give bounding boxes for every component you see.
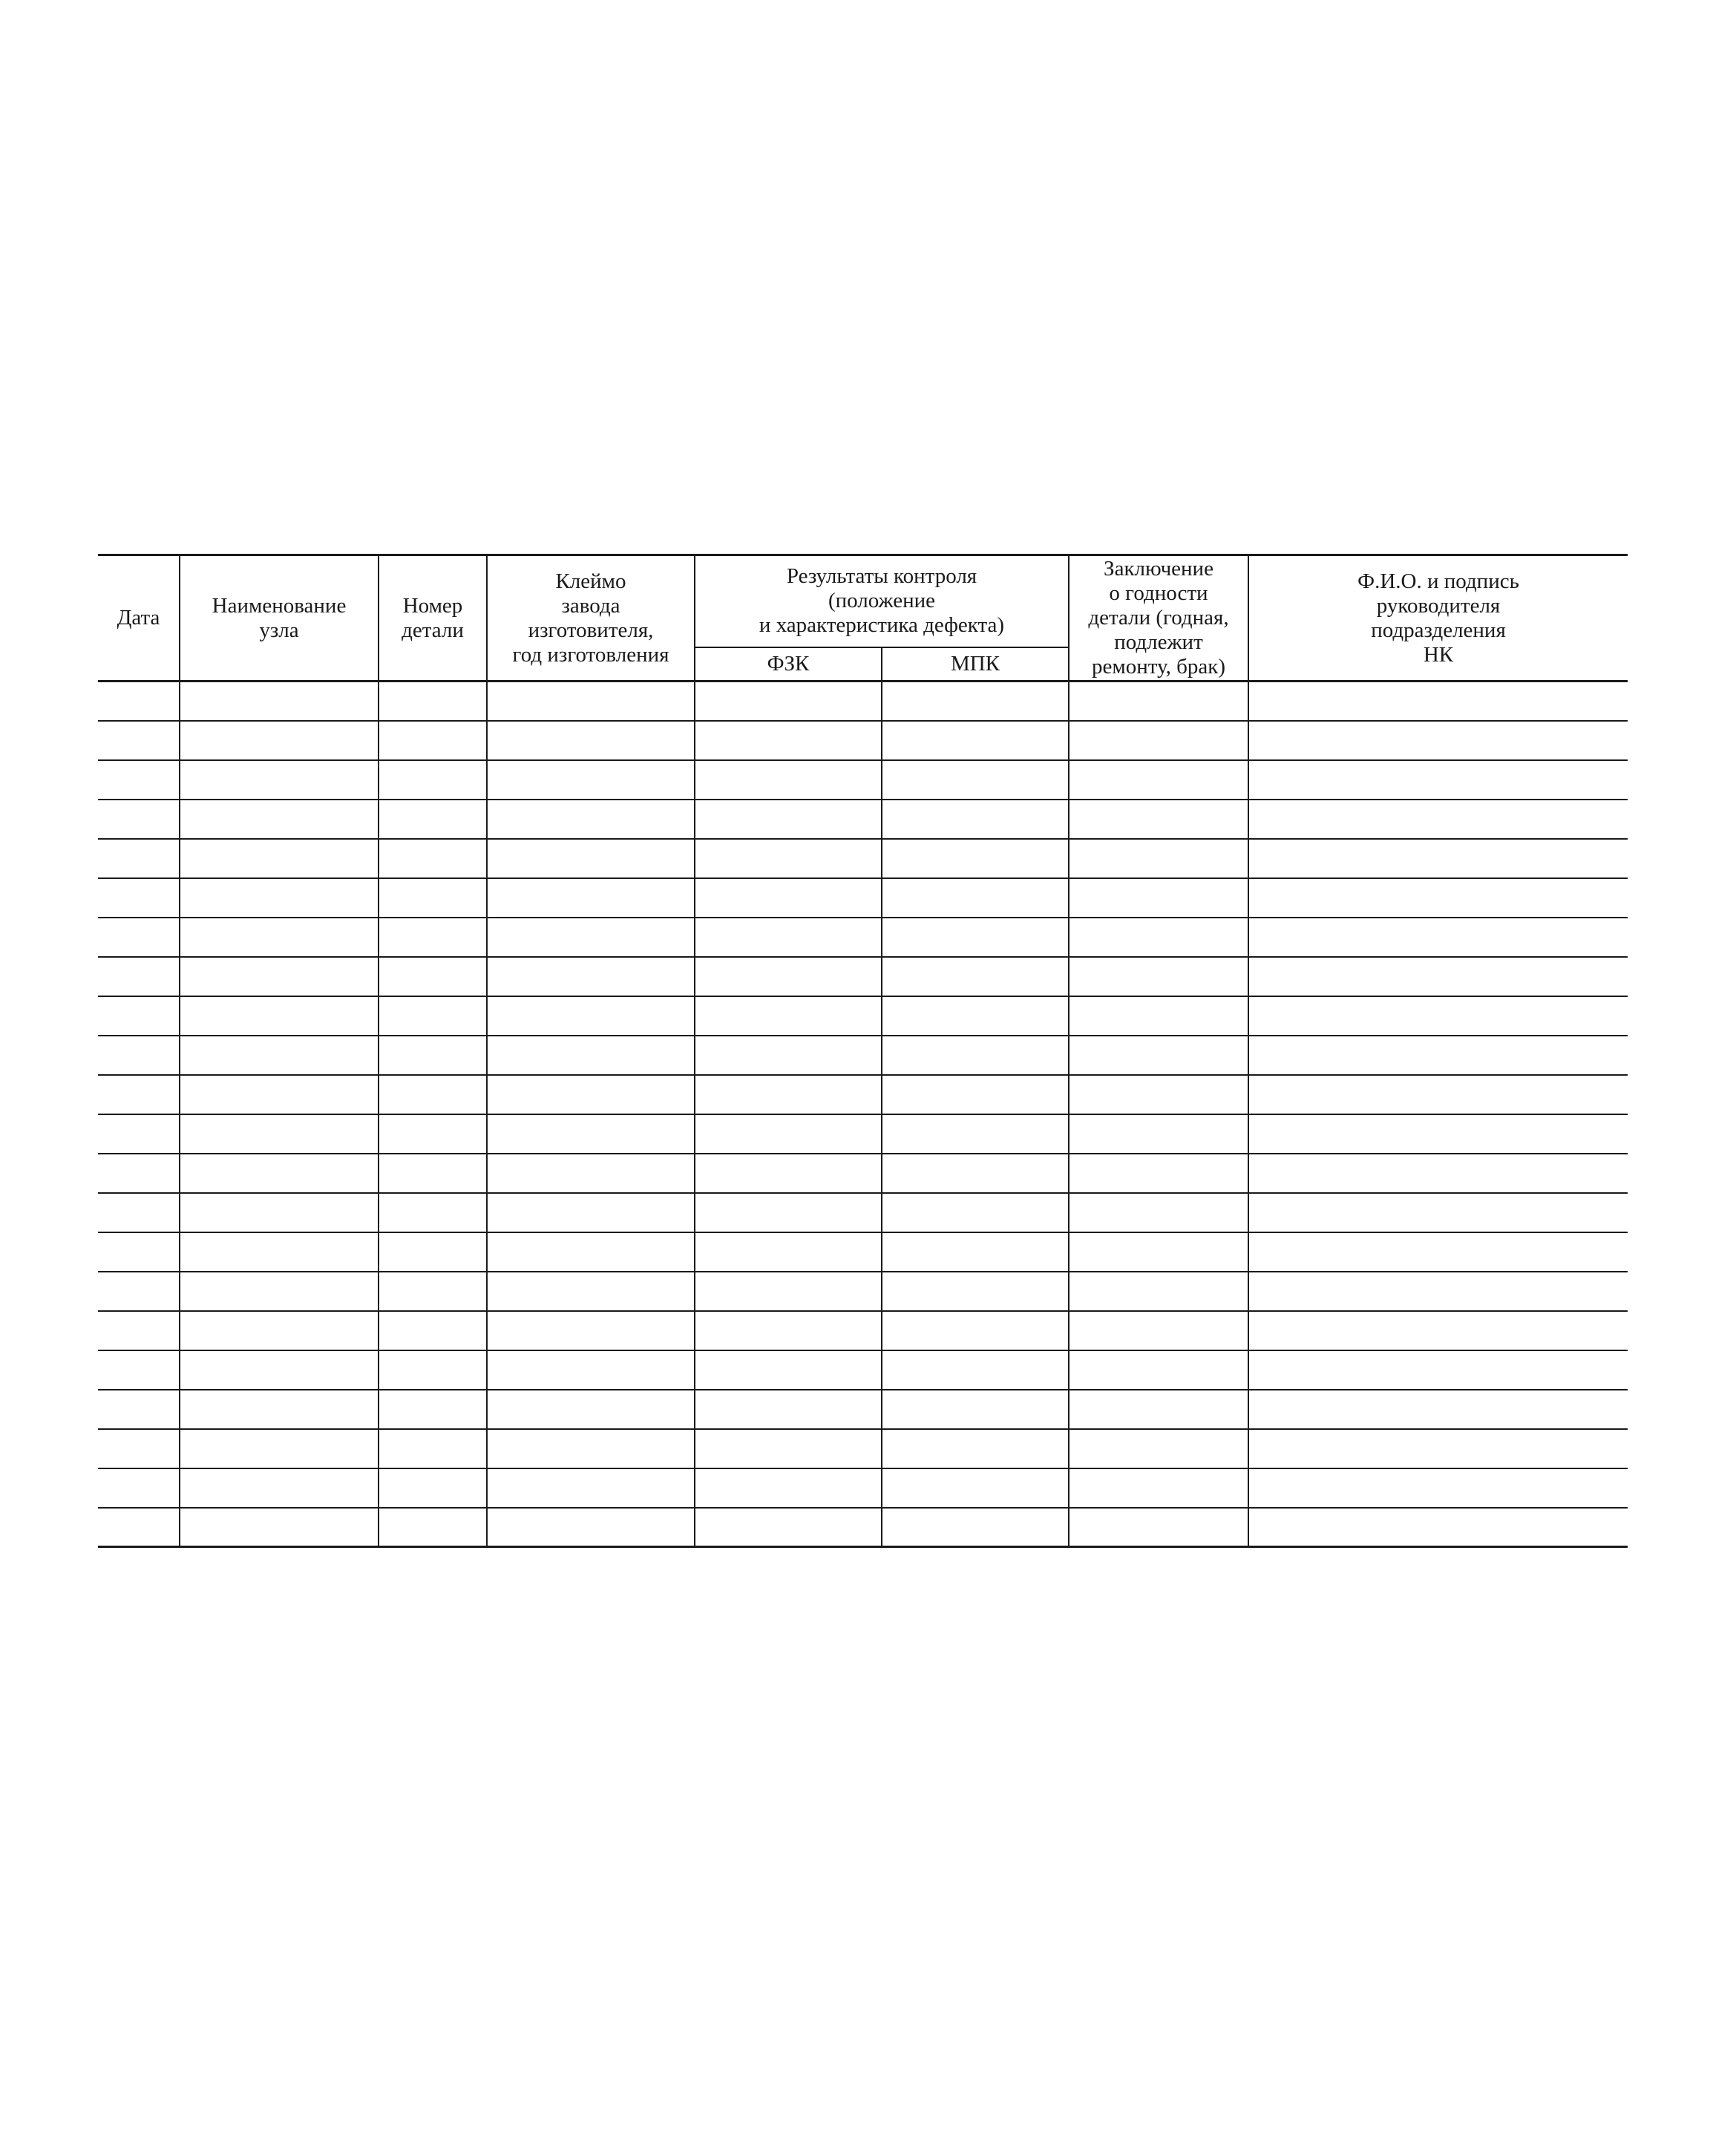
header-part-number: Номер детали: [379, 555, 487, 682]
table-row: [98, 760, 1628, 800]
cell-date: [98, 1429, 180, 1468]
cell-unit-name: [180, 1311, 379, 1350]
table-row: [98, 996, 1628, 1036]
cell-unit-name: [180, 1508, 379, 1547]
cell-control-fzk: [695, 1154, 882, 1193]
cell-unit-name: [180, 878, 379, 918]
header-manufacturer-stamp: Клеймо завода изготовителя, год изготовления: [487, 555, 695, 682]
cell-control-fzk: [695, 918, 882, 957]
cell-part-number: [379, 1468, 487, 1508]
cell-manufacturer-stamp: [487, 800, 695, 839]
cell-conclusion: [1069, 1311, 1248, 1350]
header-date: Дата: [98, 555, 180, 682]
cell-conclusion: [1069, 800, 1248, 839]
cell-unit-name: [180, 1154, 379, 1193]
cell-unit-name: [180, 682, 379, 721]
cell-control-mpk: [882, 1272, 1069, 1311]
cell-unit-name: [180, 1272, 379, 1311]
cell-control-mpk: [882, 1114, 1069, 1154]
cell-part-number: [379, 1272, 487, 1311]
table-row: [98, 1193, 1628, 1232]
cell-manufacturer-stamp: [487, 957, 695, 996]
cell-part-number: [379, 996, 487, 1036]
cell-conclusion: [1069, 839, 1248, 878]
cell-part-number: [379, 1350, 487, 1390]
cell-signature: [1248, 1232, 1628, 1272]
cell-part-number: [379, 800, 487, 839]
cell-conclusion: [1069, 1272, 1248, 1311]
cell-manufacturer-stamp: [487, 996, 695, 1036]
cell-signature: [1248, 996, 1628, 1036]
cell-signature: [1248, 1468, 1628, 1508]
cell-unit-name: [180, 760, 379, 800]
cell-signature: [1248, 1390, 1628, 1429]
table-row: [98, 1311, 1628, 1350]
cell-date: [98, 800, 180, 839]
cell-control-mpk: [882, 1311, 1069, 1350]
cell-date: [98, 878, 180, 918]
cell-control-mpk: [882, 1350, 1069, 1390]
cell-unit-name: [180, 918, 379, 957]
cell-control-mpk: [882, 1232, 1069, 1272]
cell-control-mpk: [882, 721, 1069, 760]
header-signature: Ф.И.О. и подпись руководителя подразделения НК: [1248, 555, 1628, 682]
cell-control-fzk: [695, 721, 882, 760]
cell-date: [98, 996, 180, 1036]
cell-unit-name: [180, 1390, 379, 1429]
table-row: [98, 1036, 1628, 1075]
cell-conclusion: [1069, 1036, 1248, 1075]
cell-conclusion: [1069, 957, 1248, 996]
cell-signature: [1248, 1154, 1628, 1193]
cell-manufacturer-stamp: [487, 1468, 695, 1508]
cell-conclusion: [1069, 760, 1248, 800]
cell-date: [98, 721, 180, 760]
cell-conclusion: [1069, 1468, 1248, 1508]
cell-part-number: [379, 918, 487, 957]
cell-manufacturer-stamp: [487, 1193, 695, 1232]
cell-control-mpk: [882, 682, 1069, 721]
cell-conclusion: [1069, 996, 1248, 1036]
cell-control-fzk: [695, 957, 882, 996]
cell-unit-name: [180, 1468, 379, 1508]
cell-unit-name: [180, 1232, 379, 1272]
cell-control-mpk: [882, 1390, 1069, 1429]
cell-conclusion: [1069, 1508, 1248, 1547]
cell-part-number: [379, 878, 487, 918]
cell-control-mpk: [882, 1429, 1069, 1468]
cell-control-fzk: [695, 996, 882, 1036]
table-row: [98, 1075, 1628, 1114]
cell-part-number: [379, 1232, 487, 1272]
cell-manufacturer-stamp: [487, 1350, 695, 1390]
cell-conclusion: [1069, 918, 1248, 957]
cell-control-mpk: [882, 1468, 1069, 1508]
cell-manufacturer-stamp: [487, 1232, 695, 1272]
cell-conclusion: [1069, 1154, 1248, 1193]
cell-unit-name: [180, 1114, 379, 1154]
cell-date: [98, 1508, 180, 1547]
cell-control-mpk: [882, 878, 1069, 918]
table-row: [98, 721, 1628, 760]
cell-signature: [1248, 957, 1628, 996]
cell-control-mpk: [882, 1154, 1069, 1193]
cell-signature: [1248, 878, 1628, 918]
cell-control-mpk: [882, 996, 1069, 1036]
cell-part-number: [379, 1154, 487, 1193]
cell-conclusion: [1069, 878, 1248, 918]
table-row: [98, 839, 1628, 878]
cell-manufacturer-stamp: [487, 721, 695, 760]
cell-control-mpk: [882, 918, 1069, 957]
cell-manufacturer-stamp: [487, 1508, 695, 1547]
cell-manufacturer-stamp: [487, 878, 695, 918]
cell-manufacturer-stamp: [487, 1390, 695, 1429]
cell-conclusion: [1069, 1232, 1248, 1272]
cell-part-number: [379, 1429, 487, 1468]
cell-signature: [1248, 1036, 1628, 1075]
cell-date: [98, 1232, 180, 1272]
cell-signature: [1248, 721, 1628, 760]
cell-control-mpk: [882, 1193, 1069, 1232]
header-unit-name: Наименование узла: [180, 555, 379, 682]
cell-control-mpk: [882, 957, 1069, 996]
cell-signature: [1248, 682, 1628, 721]
cell-control-fzk: [695, 1193, 882, 1232]
cell-control-fzk: [695, 1350, 882, 1390]
cell-control-fzk: [695, 839, 882, 878]
cell-control-mpk: [882, 1036, 1069, 1075]
cell-part-number: [379, 760, 487, 800]
table-row: [98, 957, 1628, 996]
cell-part-number: [379, 1193, 487, 1232]
cell-manufacturer-stamp: [487, 1272, 695, 1311]
cell-control-mpk: [882, 1508, 1069, 1547]
cell-control-fzk: [695, 1232, 882, 1272]
header-control-results: Результаты контроля (положение и характеристика дефекта): [695, 555, 1069, 647]
cell-signature: [1248, 1193, 1628, 1232]
cell-control-fzk: [695, 1114, 882, 1154]
cell-control-fzk: [695, 1390, 882, 1429]
cell-unit-name: [180, 800, 379, 839]
cell-control-fzk: [695, 800, 882, 839]
cell-signature: [1248, 918, 1628, 957]
cell-manufacturer-stamp: [487, 1311, 695, 1350]
cell-part-number: [379, 839, 487, 878]
cell-part-number: [379, 1036, 487, 1075]
cell-date: [98, 918, 180, 957]
cell-conclusion: [1069, 1114, 1248, 1154]
cell-part-number: [379, 721, 487, 760]
table-row: [98, 1232, 1628, 1272]
cell-part-number: [379, 1075, 487, 1114]
table-row: [98, 682, 1628, 721]
cell-conclusion: [1069, 721, 1248, 760]
cell-manufacturer-stamp: [487, 1154, 695, 1193]
cell-control-fzk: [695, 1468, 882, 1508]
cell-date: [98, 1390, 180, 1429]
cell-control-fzk: [695, 1508, 882, 1547]
cell-part-number: [379, 1114, 487, 1154]
cell-control-mpk: [882, 760, 1069, 800]
cell-date: [98, 1468, 180, 1508]
cell-manufacturer-stamp: [487, 1075, 695, 1114]
cell-control-fzk: [695, 760, 882, 800]
table-row: [98, 1468, 1628, 1508]
cell-signature: [1248, 1508, 1628, 1547]
cell-date: [98, 839, 180, 878]
cell-signature: [1248, 1311, 1628, 1350]
cell-unit-name: [180, 1429, 379, 1468]
cell-conclusion: [1069, 682, 1248, 721]
cell-unit-name: [180, 1350, 379, 1390]
cell-unit-name: [180, 721, 379, 760]
cell-unit-name: [180, 957, 379, 996]
header-conclusion: Заключение о годности детали (годная, подлежит ремонту, брак): [1069, 555, 1248, 682]
cell-signature: [1248, 760, 1628, 800]
cell-conclusion: [1069, 1350, 1248, 1390]
cell-manufacturer-stamp: [487, 918, 695, 957]
cell-signature: [1248, 1114, 1628, 1154]
cell-manufacturer-stamp: [487, 682, 695, 721]
cell-signature: [1248, 1350, 1628, 1390]
cell-control-fzk: [695, 1075, 882, 1114]
cell-signature: [1248, 1272, 1628, 1311]
inspection-log-table: [98, 554, 1628, 1548]
table-row: [98, 878, 1628, 918]
cell-date: [98, 1114, 180, 1154]
cell-control-fzk: [695, 1272, 882, 1311]
table-row: [98, 800, 1628, 839]
table-row: [98, 1272, 1628, 1311]
cell-control-fzk: [695, 1429, 882, 1468]
table-row: [98, 1350, 1628, 1390]
cell-unit-name: [180, 1193, 379, 1232]
cell-signature: [1248, 839, 1628, 878]
cell-control-fzk: [695, 878, 882, 918]
cell-unit-name: [180, 1036, 379, 1075]
cell-date: [98, 1154, 180, 1193]
cell-part-number: [379, 1508, 487, 1547]
cell-manufacturer-stamp: [487, 839, 695, 878]
cell-unit-name: [180, 1075, 379, 1114]
cell-conclusion: [1069, 1390, 1248, 1429]
cell-manufacturer-stamp: [487, 1429, 695, 1468]
cell-control-mpk: [882, 839, 1069, 878]
cell-date: [98, 1272, 180, 1311]
table-row: [98, 1508, 1628, 1547]
cell-part-number: [379, 957, 487, 996]
cell-date: [98, 760, 180, 800]
cell-manufacturer-stamp: [487, 760, 695, 800]
table-row: [98, 918, 1628, 957]
cell-signature: [1248, 1429, 1628, 1468]
cell-control-fzk: [695, 1036, 882, 1075]
cell-date: [98, 1075, 180, 1114]
cell-manufacturer-stamp: [487, 1036, 695, 1075]
table-header: [98, 555, 1628, 682]
cell-signature: [1248, 1075, 1628, 1114]
cell-part-number: [379, 1311, 487, 1350]
cell-control-mpk: [882, 800, 1069, 839]
header-control-fzk: ФЗК: [695, 647, 882, 682]
cell-date: [98, 1311, 180, 1350]
cell-date: [98, 1350, 180, 1390]
cell-control-fzk: [695, 1311, 882, 1350]
cell-control-mpk: [882, 1075, 1069, 1114]
cell-part-number: [379, 682, 487, 721]
cell-unit-name: [180, 996, 379, 1036]
cell-date: [98, 682, 180, 721]
cell-date: [98, 1036, 180, 1075]
table-body: [98, 682, 1628, 1547]
table-row: [98, 1154, 1628, 1193]
cell-conclusion: [1069, 1429, 1248, 1468]
cell-signature: [1248, 800, 1628, 839]
cell-date: [98, 1193, 180, 1232]
table-row: [98, 1429, 1628, 1468]
cell-control-fzk: [695, 682, 882, 721]
cell-conclusion: [1069, 1193, 1248, 1232]
header-control-mpk: МПК: [882, 647, 1069, 682]
table-row: [98, 1114, 1628, 1154]
cell-manufacturer-stamp: [487, 1114, 695, 1154]
cell-unit-name: [180, 839, 379, 878]
cell-part-number: [379, 1390, 487, 1429]
cell-conclusion: [1069, 1075, 1248, 1114]
cell-date: [98, 957, 180, 996]
table-row: [98, 1390, 1628, 1429]
